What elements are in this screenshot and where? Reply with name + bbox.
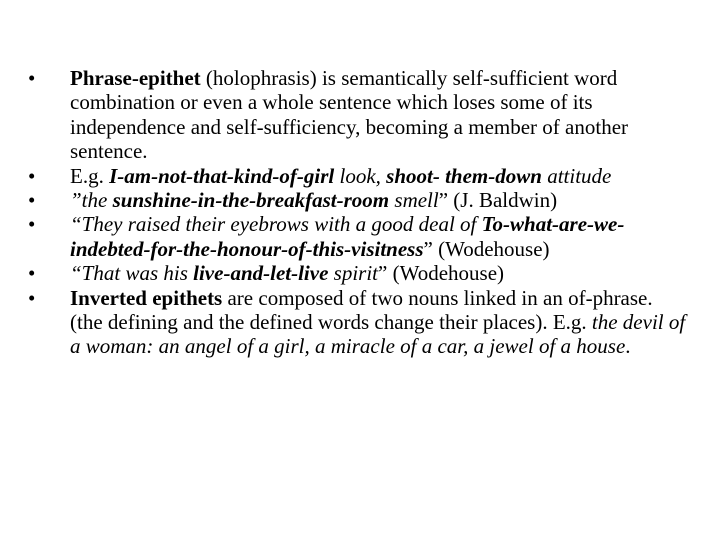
text-segment: spirit bbox=[328, 261, 379, 286]
text-segment: Phrase-epithet bbox=[70, 66, 201, 90]
bullet-item bbox=[28, 212, 688, 261]
bold-italic-text: shoot- them-down bbox=[386, 163, 542, 188]
text-segment: . bbox=[625, 334, 631, 359]
bullet-text bbox=[70, 286, 685, 359]
bullet-list bbox=[28, 66, 688, 359]
text-segment: ”the bbox=[70, 188, 113, 213]
bullet-marker: • bbox=[28, 66, 36, 90]
text-segment: (holophrasis) is semantically self-sufficient word combination or even a whole sentence which loses some of its independence and self-sufficiency, becoming a member of another sentence. bbox=[70, 66, 629, 164]
text-segment bbox=[386, 164, 542, 188]
text-segment: Inverted epithets bbox=[70, 285, 223, 310]
text-segment: are composed of two nouns linked in an of-phrase. (the defining and the defined words change their places). E.g. bbox=[70, 285, 653, 335]
text-segment: “That was his bbox=[70, 261, 194, 286]
text-segment: attitude bbox=[541, 163, 612, 188]
text-segment: smell bbox=[389, 188, 439, 213]
text-segment: look, bbox=[334, 163, 387, 188]
bullet-marker: • bbox=[28, 285, 36, 310]
bullet-text bbox=[70, 212, 624, 260]
bullet-text bbox=[70, 188, 557, 212]
text-segment: ” (Wodehouse) bbox=[378, 261, 505, 286]
text-segment: ” (Wodehouse) bbox=[423, 236, 550, 261]
text-segment: E.g. bbox=[70, 163, 110, 188]
bold-italic-text: To-what-are-we-indebted-for-the-honour-of-this-visitness bbox=[70, 212, 625, 261]
text-segment: the devil of a woman: an angel of a girl, a miracle of a car, a jewel of a house bbox=[70, 310, 686, 359]
text-segment bbox=[109, 164, 334, 188]
text-segment bbox=[113, 188, 390, 212]
bullet-marker: • bbox=[28, 212, 36, 237]
bullet-item bbox=[28, 286, 688, 359]
bold-italic-text: sunshine-in-the-breakfast-room bbox=[112, 188, 390, 213]
bullet-text bbox=[70, 261, 504, 285]
bullet-marker: • bbox=[28, 188, 36, 213]
bullet-item bbox=[28, 66, 688, 164]
bullet-text bbox=[70, 66, 628, 163]
bullet-item bbox=[28, 164, 688, 188]
text-segment: ” (J. Baldwin) bbox=[438, 188, 558, 213]
bullet-marker: • bbox=[28, 261, 36, 286]
text-segment: “They raised their eyebrows with a good deal of bbox=[70, 212, 482, 237]
bold-italic-text: I-am-not-that-kind-of-girl bbox=[109, 163, 335, 188]
bullet-item bbox=[28, 188, 688, 212]
bullet-marker: • bbox=[28, 163, 36, 188]
text-segment bbox=[193, 261, 328, 285]
bold-italic-text: live-and-let-live bbox=[193, 261, 329, 286]
bullet-text bbox=[70, 164, 611, 188]
bullet-item bbox=[28, 261, 688, 285]
